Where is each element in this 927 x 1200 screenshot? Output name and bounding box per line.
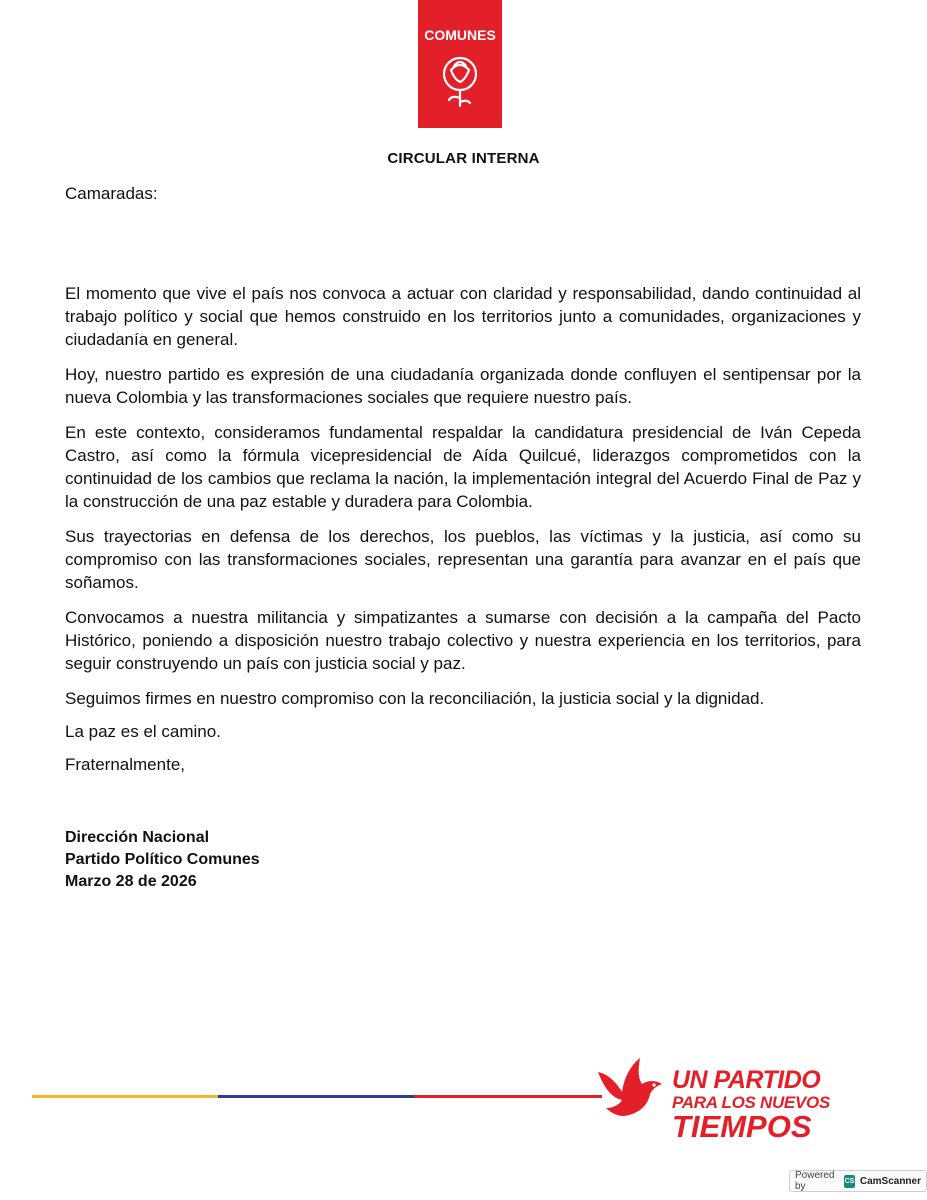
paragraph: El momento que vive el país nos convoca a actuar con claridad y responsabilidad, dando continuidad al trabajo político y social que hemos construido en los territorios junto a comunidades, organizaciones y ciudadanía en general. bbox=[65, 284, 861, 349]
logo-text: COMUNES bbox=[424, 27, 496, 43]
paragraph: En este contexto, consideramos fundamental respaldar la candidatura presidencial de Iván Cepeda Castro, así como la fórmula vicepresidencial de Aída Quilcué, liderazgos comprometidos con la continuidad de los cambios que reclama la nación, la implementación integral del Acuerdo Final de Paz y la construcción de una paz estable y duradera para Colombia. bbox=[65, 423, 861, 511]
slogan-line: TIEMPOS bbox=[672, 1109, 812, 1144]
camscanner-name: CamScanner bbox=[859, 1175, 921, 1187]
document-title: CIRCULAR INTERNA bbox=[387, 150, 540, 167]
powered-by-label: Powered by bbox=[795, 1170, 835, 1192]
paragraph: La paz es el camino. bbox=[65, 722, 221, 741]
dove-icon bbox=[594, 1052, 666, 1122]
slogan-line: UN PARTIDO bbox=[672, 1066, 821, 1094]
slogan bbox=[672, 1068, 830, 1142]
signature-line: Partido Político Comunes bbox=[65, 851, 260, 868]
camscanner-icon: CS bbox=[844, 1175, 855, 1188]
camscanner-watermark bbox=[789, 1170, 927, 1192]
closing: Fraternalmente, bbox=[65, 755, 185, 774]
footer-line-yellow bbox=[32, 1095, 218, 1098]
rose-icon bbox=[444, 58, 476, 106]
paragraph: Hoy, nuestro partido es expresión de una ciudadanía organizada donde confluyen el sentipensar por la nueva Colombia y las transformaciones sociales que requiere nuestro país. bbox=[65, 365, 861, 407]
paragraph: Convocamos a nuestra militancia y simpatizantes a sumarse con decisión a la campaña del Pacto Histórico, poniendo a disposición nuestro trabajo colectivo y nuestra experiencia en los territorios, para seguir construyendo un país con justicia social y paz. bbox=[65, 608, 861, 673]
paragraph: Sus trayectorias en defensa de los derechos, los pueblos, las víctimas y la justicia, así como su compromiso con las transformaciones sociales, representan una garantía para avanzar en el país que soñamos. bbox=[65, 527, 861, 592]
paragraph: Seguimos firmes en nuestro compromiso con la reconciliación, la justicia social y la dignidad. bbox=[65, 689, 765, 708]
slogan-line: PARA LOS NUEVOS bbox=[672, 1093, 830, 1112]
footer-line-blue bbox=[218, 1095, 414, 1098]
signature-block bbox=[65, 827, 260, 893]
comunes-logo bbox=[418, 0, 502, 128]
signature-line: Dirección Nacional bbox=[65, 829, 210, 846]
signature-date: Marzo 28 de 2026 bbox=[65, 873, 197, 890]
letter-body bbox=[65, 282, 861, 786]
salutation: Camaradas: bbox=[65, 184, 158, 203]
footer-line-red bbox=[414, 1095, 602, 1098]
